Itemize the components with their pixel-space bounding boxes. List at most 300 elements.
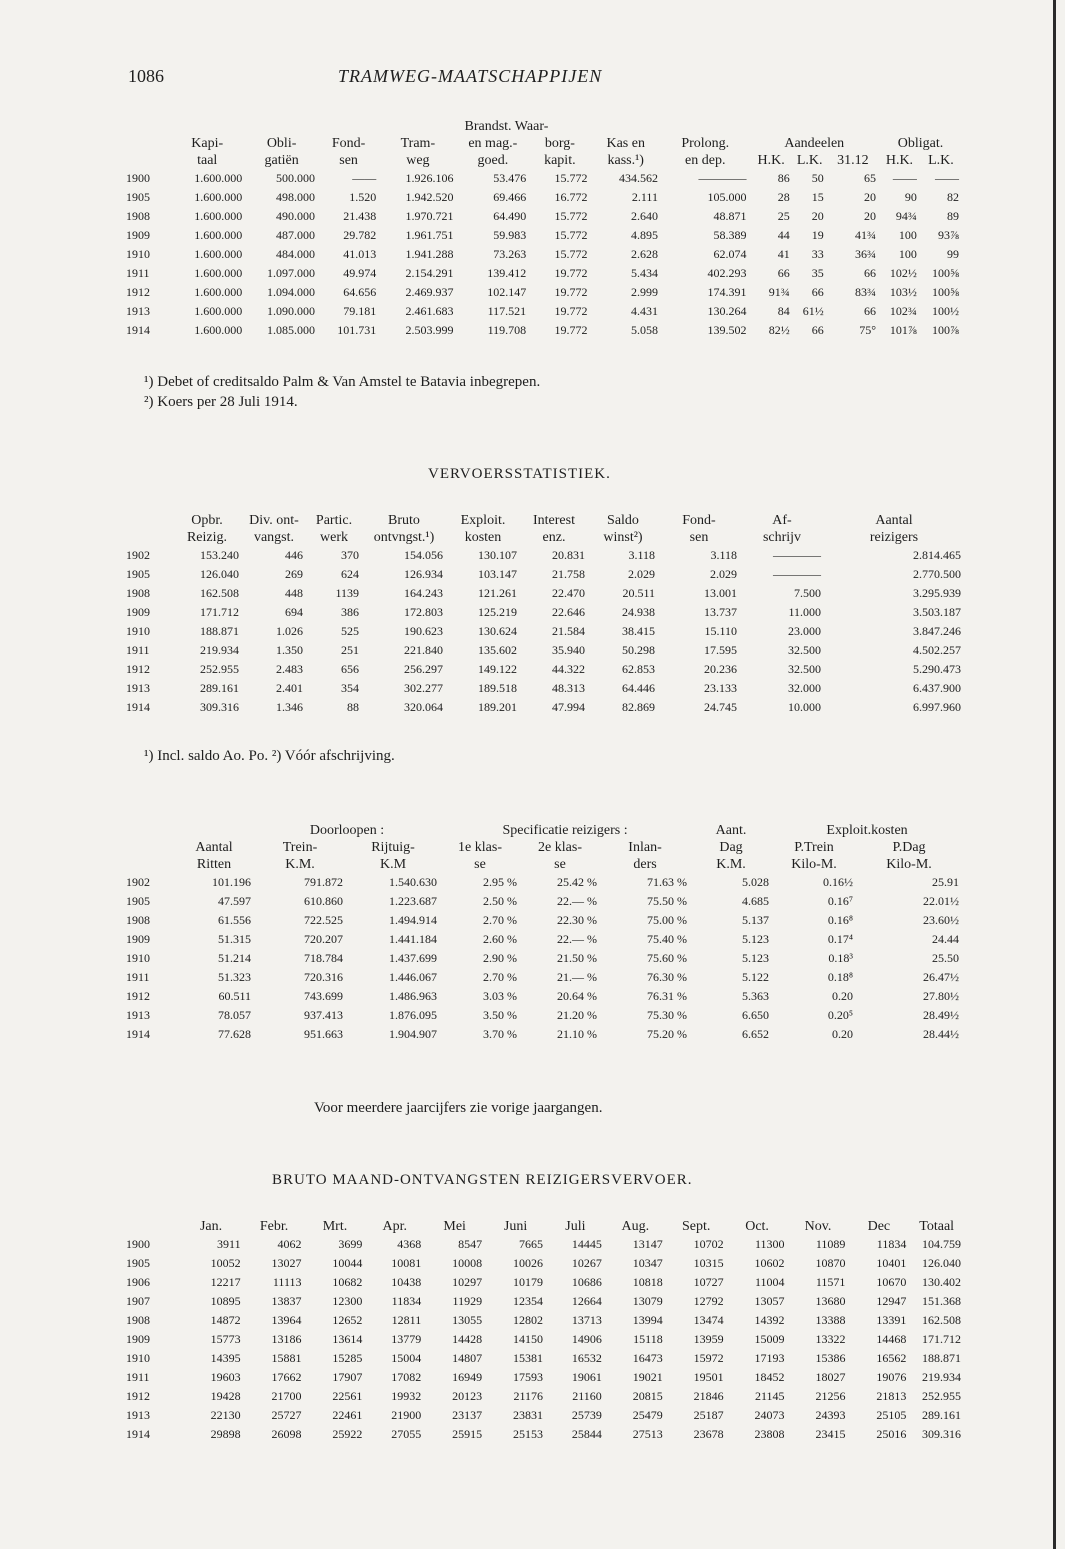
table-cell: 12217 — [210, 1275, 241, 1289]
table-row — [126, 1025, 962, 1044]
table-cell: 22.— % — [557, 932, 598, 946]
table-row — [126, 1425, 964, 1444]
table-cell: 19.772 — [554, 285, 588, 299]
table-cell: —— — [892, 171, 917, 185]
table-cell: 1.346 — [276, 700, 303, 714]
table-cell: 0.18³ — [828, 951, 854, 965]
running-title: TRAMWEG-MAATSCHAPPIJEN — [338, 66, 603, 86]
table-cell: 130.402 — [922, 1275, 961, 1289]
row-year: 1905 — [126, 1256, 150, 1270]
table-cell: 4368 — [397, 1237, 422, 1251]
table-row — [126, 1349, 964, 1368]
header-row — [126, 856, 962, 873]
table-cell: 2.70 % — [483, 913, 518, 927]
table-cell: 5.123 — [742, 932, 770, 946]
table-cell: 219.934 — [922, 1370, 961, 1384]
table-cell: 76.31 % — [647, 989, 688, 1003]
table-cell: 35 — [811, 266, 824, 280]
table-cell: 6.437.900 — [913, 681, 961, 695]
table-cell: 10315 — [693, 1256, 724, 1270]
table-row — [126, 546, 964, 565]
table-cell: 2.60 % — [483, 932, 518, 946]
table-cell: 75° — [859, 323, 876, 337]
mileage-table — [126, 822, 962, 1044]
table-cell: 17662 — [271, 1370, 302, 1384]
table-cell: 25.42 % — [557, 875, 598, 889]
table-cell: 1.090.000 — [266, 304, 315, 318]
table-cell: 22.646 — [552, 605, 585, 619]
table-cell: 22561 — [332, 1389, 363, 1403]
table-cell: 3.50 % — [483, 1008, 518, 1022]
table-cell: 13055 — [452, 1313, 483, 1327]
column-header: Fond- — [331, 136, 366, 151]
table-row — [126, 641, 964, 660]
row-year: 1913 — [126, 304, 150, 318]
table-cell: 720.207 — [304, 932, 343, 946]
table-row — [126, 930, 962, 949]
table-cell: 10727 — [693, 1275, 724, 1289]
table-cell: 15.772 — [554, 209, 588, 223]
table-cell: 17082 — [391, 1370, 422, 1384]
table-cell: 102½ — [889, 266, 917, 280]
table-cell: 610.860 — [304, 894, 343, 908]
table-cell: 75.20 % — [647, 1027, 688, 1041]
table-cell: 720.316 — [304, 970, 343, 984]
table-cell: 27055 — [391, 1427, 422, 1441]
table-cell: 15.110 — [704, 624, 737, 638]
table-cell: 10297 — [452, 1275, 483, 1289]
row-year: 1905 — [126, 190, 150, 204]
row-year: 1912 — [126, 662, 150, 676]
table-cell: 251 — [341, 643, 359, 657]
table-cell: 5.122 — [742, 970, 770, 984]
column-header: kosten — [464, 530, 502, 545]
table-cell: 51.214 — [218, 951, 251, 965]
table-cell: 38.415 — [622, 624, 655, 638]
table-cell: 0.20⁵ — [827, 1008, 854, 1022]
table-cell: 722.525 — [304, 913, 343, 927]
column-header: winst²) — [603, 530, 643, 545]
table-cell: 153.240 — [200, 548, 239, 562]
row-year: 1913 — [126, 681, 150, 695]
column-header: Nov. — [804, 1219, 832, 1234]
header-row — [126, 152, 962, 169]
table-cell: 221.840 — [404, 643, 443, 657]
column-header: Aug. — [621, 1219, 650, 1234]
table-cell: 743.699 — [304, 989, 343, 1003]
table-cell: 13680 — [815, 1294, 846, 1308]
column-header: Aandeelen — [784, 136, 845, 151]
table-cell: 18452 — [754, 1370, 785, 1384]
table-cell: 64.446 — [622, 681, 655, 695]
table-cell: 20.236 — [704, 662, 737, 676]
table-cell: 47.597 — [218, 894, 251, 908]
table-cell: 17.595 — [704, 643, 737, 657]
table-cell: 10.000 — [788, 700, 821, 714]
table-cell: 10438 — [391, 1275, 422, 1289]
table-cell: 41.013 — [343, 247, 377, 261]
table-cell: 13322 — [815, 1332, 846, 1346]
table-cell: 66 — [811, 285, 824, 299]
table-cell: 15285 — [332, 1351, 363, 1365]
table-row — [126, 264, 962, 283]
column-header: Oct. — [745, 1219, 769, 1234]
column-header: L.K. — [928, 153, 954, 168]
table-cell: 24393 — [815, 1408, 846, 1422]
table-cell: 14906 — [571, 1332, 602, 1346]
table-cell: 66 — [864, 266, 876, 280]
row-year: 1910 — [126, 1351, 150, 1365]
table-cell: 16562 — [876, 1351, 907, 1365]
column-header: 1e klas- — [458, 840, 502, 855]
table-cell: 21.584 — [552, 624, 585, 638]
table-cell: 1.540.630 — [389, 875, 438, 889]
table-cell: 125.219 — [478, 605, 517, 619]
table-cell: 24.745 — [704, 700, 737, 714]
table-cell: 36¾ — [855, 247, 876, 261]
column-header: Bruto — [388, 513, 420, 528]
table-cell: 25.50 — [932, 951, 960, 965]
table-cell: 82 — [947, 190, 959, 204]
table-cell: 1.600.000 — [194, 190, 243, 204]
column-header — [126, 152, 169, 169]
table-cell: 62.074 — [713, 247, 747, 261]
column-header: en mag.- — [468, 136, 518, 151]
table-cell: 19501 — [693, 1370, 724, 1384]
table-cell: 21900 — [391, 1408, 422, 1422]
header-row — [126, 1218, 964, 1235]
column-header: Kilo-M. — [886, 857, 932, 872]
row-year: 1908 — [126, 586, 150, 600]
table-cell: 139.502 — [707, 323, 747, 337]
table-cell: 2.640 — [630, 209, 658, 223]
table-cell: 86 — [777, 171, 790, 185]
table-cell: 25153 — [513, 1427, 544, 1441]
table-row — [126, 1387, 964, 1406]
table-cell: 23.133 — [704, 681, 737, 695]
column-header: L.K. — [796, 153, 823, 168]
table-cell: 25844 — [571, 1427, 602, 1441]
table-cell: 13474 — [693, 1313, 724, 1327]
row-year: 1910 — [126, 247, 150, 261]
table-cell: 5.363 — [742, 989, 770, 1003]
table-cell: 21813 — [876, 1389, 907, 1403]
table-cell: 3.847.246 — [913, 624, 961, 638]
column-header: Partic. — [315, 513, 353, 528]
table-row — [126, 679, 964, 698]
table-cell: 1139 — [335, 586, 359, 600]
table1-top-header: Brandst. Waar- — [464, 119, 549, 134]
table-cell: 66 — [777, 266, 790, 280]
monthly-receipts-title: BRUTO MAAND-ONTVANGSTEN REIZIGERSVERVOER. — [272, 1172, 693, 1188]
table-cell: 2.50 % — [483, 894, 518, 908]
table-cell: 18027 — [815, 1370, 846, 1384]
table-row — [126, 987, 962, 1006]
table-cell: 101.196 — [212, 875, 251, 889]
table-cell: 309.316 — [922, 1427, 961, 1441]
column-header: Dag — [719, 840, 743, 855]
table-cell: 14807 — [452, 1351, 483, 1365]
table-cell: 1.600.000 — [194, 266, 243, 280]
table-cell: 75.00 % — [647, 913, 688, 927]
table-cell: 21.50 % — [557, 951, 598, 965]
row-year: 1914 — [126, 1427, 150, 1441]
table-cell: 269 — [285, 567, 303, 581]
table-cell: 41¾ — [855, 228, 876, 242]
table-cell: 25105 — [876, 1408, 907, 1422]
table-cell: 130.264 — [707, 304, 747, 318]
column-header: werk — [320, 530, 348, 545]
row-year: 1912 — [126, 285, 150, 299]
column-header: Juli — [565, 1219, 586, 1234]
table-cell: 103½ — [889, 285, 917, 299]
column-header: Totaal — [919, 1219, 955, 1234]
table-cell: 10818 — [632, 1275, 663, 1289]
table-cell: 65 — [864, 171, 876, 185]
table-cell: 937.413 — [304, 1008, 343, 1022]
row-year: 1908 — [126, 209, 150, 223]
table-cell: 100⅝ — [932, 285, 959, 299]
table-cell: 21.438 — [343, 209, 377, 223]
table-cell: 320.064 — [404, 700, 443, 714]
row-year: 1905 — [126, 567, 150, 581]
column-header: Aant. — [715, 823, 747, 838]
column-header: Inlan- — [628, 840, 662, 855]
table-cell: —— — [935, 171, 959, 185]
column-header: Aantal — [195, 840, 233, 855]
table-row — [126, 169, 962, 188]
table-row — [126, 1273, 964, 1292]
table-cell: 75.40 % — [647, 932, 688, 946]
table-cell: 32.500 — [788, 662, 821, 676]
table-cell: 20.831 — [552, 548, 585, 562]
table-cell: 162.508 — [922, 1313, 961, 1327]
table-cell: 75.60 % — [647, 951, 688, 965]
table-row — [126, 188, 962, 207]
table-cell: 2.628 — [630, 247, 658, 261]
column-header: Saldo — [607, 513, 639, 528]
table-cell: 13388 — [815, 1313, 846, 1327]
table-cell: 13.001 — [704, 586, 737, 600]
table-cell: 2.469.937 — [405, 285, 454, 299]
table-cell: 35.940 — [552, 643, 585, 657]
column-header: K.M. — [285, 857, 315, 872]
header-row — [126, 822, 962, 839]
table-cell: 6.650 — [742, 1008, 770, 1022]
table-cell: 13186 — [271, 1332, 302, 1346]
table-cell: 21176 — [513, 1389, 544, 1403]
table-cell: 16949 — [452, 1370, 483, 1384]
table-cell: 126.040 — [922, 1256, 961, 1270]
table-cell: 0.16½ — [823, 875, 854, 889]
table-cell: 3.295.939 — [913, 586, 961, 600]
table-cell: 1.494.914 — [389, 913, 438, 927]
column-header: vangst. — [253, 530, 295, 545]
table-cell: 100 — [898, 247, 917, 261]
table-cell: 47.994 — [552, 700, 585, 714]
table-cell: 19.772 — [554, 323, 588, 337]
table-cell: 1.486.963 — [389, 989, 438, 1003]
table-cell: 20.511 — [622, 586, 655, 600]
column-header: Kilo-M. — [791, 857, 837, 872]
table-cell: 791.872 — [304, 875, 343, 889]
table-cell: 16532 — [571, 1351, 602, 1365]
table-cell: 15881 — [271, 1351, 302, 1365]
table-cell: 17193 — [754, 1351, 785, 1365]
table-cell: 2.029 — [628, 567, 655, 581]
table-cell: 82.869 — [622, 700, 655, 714]
table-cell: 10044 — [332, 1256, 363, 1270]
table-cell: 1.600.000 — [194, 285, 243, 299]
table-cell: 32.500 — [788, 643, 821, 657]
table-cell: 525 — [341, 624, 359, 638]
table-cell: 12802 — [513, 1313, 544, 1327]
table-row — [126, 968, 962, 987]
table-cell: 15381 — [513, 1351, 544, 1365]
header-row — [126, 135, 962, 152]
table-cell: 19428 — [210, 1389, 241, 1403]
table-cell: 252.955 — [200, 662, 239, 676]
table-cell: 90 — [904, 190, 917, 204]
table-row — [126, 873, 962, 892]
table-cell: 100½ — [932, 304, 959, 318]
table-cell: 15.772 — [554, 228, 588, 242]
table-cell: 13147 — [632, 1237, 663, 1251]
table-cell: 11004 — [754, 1275, 785, 1289]
table-cell: 93⅞ — [938, 228, 959, 242]
table-cell: 149.122 — [478, 662, 517, 676]
table-row — [126, 1292, 964, 1311]
table-cell: 64.490 — [493, 209, 527, 223]
table3-note: Voor meerdere jaarcijfers zie vorige jaargangen. — [314, 1100, 603, 1116]
table-cell: 130.624 — [478, 624, 517, 638]
table-cell: 10895 — [210, 1294, 241, 1308]
table-cell: 1.441.184 — [389, 932, 438, 946]
column-header: Jan. — [199, 1219, 223, 1234]
table-cell: 44.322 — [552, 662, 585, 676]
column-header: Sept. — [681, 1219, 711, 1234]
table-cell: 12792 — [693, 1294, 724, 1308]
table-cell: 33 — [811, 247, 824, 261]
table-cell: 10081 — [391, 1256, 422, 1270]
table-row — [126, 660, 964, 679]
header-row — [126, 529, 964, 546]
row-year: 1908 — [126, 1313, 150, 1327]
header-row — [126, 512, 964, 529]
table-cell: 188.871 — [922, 1351, 961, 1365]
table-cell: 16.772 — [554, 190, 588, 204]
column-header: Reizig. — [186, 530, 228, 545]
table-cell: 121.261 — [478, 586, 517, 600]
column-header — [126, 135, 169, 152]
table-cell: 370 — [341, 548, 359, 562]
table-cell: 1.876.095 — [389, 1008, 438, 1022]
table-row — [126, 283, 962, 302]
table-cell: 189.518 — [478, 681, 517, 695]
table-row — [126, 1254, 964, 1273]
table-cell: 189.201 — [478, 700, 517, 714]
table-cell: 25727 — [271, 1408, 302, 1422]
table-cell: —— — [352, 171, 377, 185]
table-cell: 101.731 — [337, 323, 377, 337]
table-cell: 256.297 — [404, 662, 443, 676]
column-header: Aantal — [875, 513, 913, 528]
table-row — [126, 245, 962, 264]
table-cell: 75.30 % — [647, 1008, 688, 1022]
page-header — [124, 66, 960, 90]
table2-note: ¹) Incl. saldo Ao. Po. ²) Vóór afschrijving. — [144, 748, 395, 764]
table-cell: 171.712 — [922, 1332, 961, 1346]
row-year: 1911 — [126, 643, 150, 657]
table-cell: 0.18⁸ — [827, 970, 854, 984]
table-cell: 21145 — [754, 1389, 785, 1403]
table-cell: 21160 — [572, 1389, 602, 1403]
column-header: Mei — [443, 1219, 466, 1234]
row-year: 1911 — [126, 1370, 150, 1384]
table1-note-1: ¹) Debet of creditsaldo Palm & Van Amstel te Batavia inbegrepen. — [144, 374, 541, 390]
column-header: kass.¹) — [607, 153, 644, 168]
table-cell: 172.803 — [404, 605, 443, 619]
column-header: Apr. — [382, 1219, 408, 1234]
table-cell: 22.30 % — [557, 913, 598, 927]
column-header: H.K. — [885, 153, 914, 168]
table-cell: 3.503.187 — [913, 605, 961, 619]
table-cell: 446 — [285, 548, 303, 562]
row-year: 1914 — [126, 700, 150, 714]
table-cell: 2.999 — [630, 285, 658, 299]
table-cell: 1.085.000 — [266, 323, 315, 337]
table-cell: 7.500 — [794, 586, 821, 600]
table-cell: 22.— % — [557, 894, 598, 908]
table-cell: 2.90 % — [483, 951, 518, 965]
table-cell: 83¾ — [855, 285, 876, 299]
table-cell: 10179 — [513, 1275, 544, 1289]
row-year: 1911 — [126, 266, 150, 280]
table-cell: 10401 — [876, 1256, 907, 1270]
column-header: H.K. — [757, 153, 785, 168]
table-cell: 23.000 — [788, 624, 821, 638]
table-cell: 1.350 — [276, 643, 303, 657]
table-cell: 12664 — [571, 1294, 602, 1308]
table-cell: 101⅞ — [889, 323, 917, 337]
table-cell: 2.154.291 — [405, 266, 454, 280]
table-cell: 656 — [341, 662, 359, 676]
table-cell: 3.03 % — [483, 989, 518, 1003]
table-cell: 20123 — [452, 1389, 483, 1403]
table-cell: 25922 — [332, 1427, 363, 1441]
table-row — [126, 302, 962, 321]
table-cell: 17593 — [513, 1370, 544, 1384]
row-year: 1909 — [126, 1332, 150, 1346]
table-cell: 24.938 — [622, 605, 655, 619]
table-cell: 25915 — [452, 1427, 483, 1441]
row-year: 1912 — [126, 1389, 150, 1403]
table-cell: 15386 — [815, 1351, 846, 1365]
table-cell: 10008 — [452, 1256, 483, 1270]
table-cell: 126.934 — [404, 567, 443, 581]
table-cell: 13713 — [571, 1313, 602, 1327]
table-cell: 1.600.000 — [194, 247, 243, 261]
table-row — [126, 584, 964, 603]
table-row — [126, 1006, 962, 1025]
row-year: 1910 — [126, 951, 150, 965]
table-cell: 44 — [777, 228, 790, 242]
table-cell: 1.970.721 — [405, 209, 454, 223]
table-cell: 15773 — [210, 1332, 241, 1346]
table-cell: ———— — [698, 171, 747, 185]
table-cell: 624 — [341, 567, 359, 581]
table-cell: 104.759 — [922, 1237, 961, 1251]
